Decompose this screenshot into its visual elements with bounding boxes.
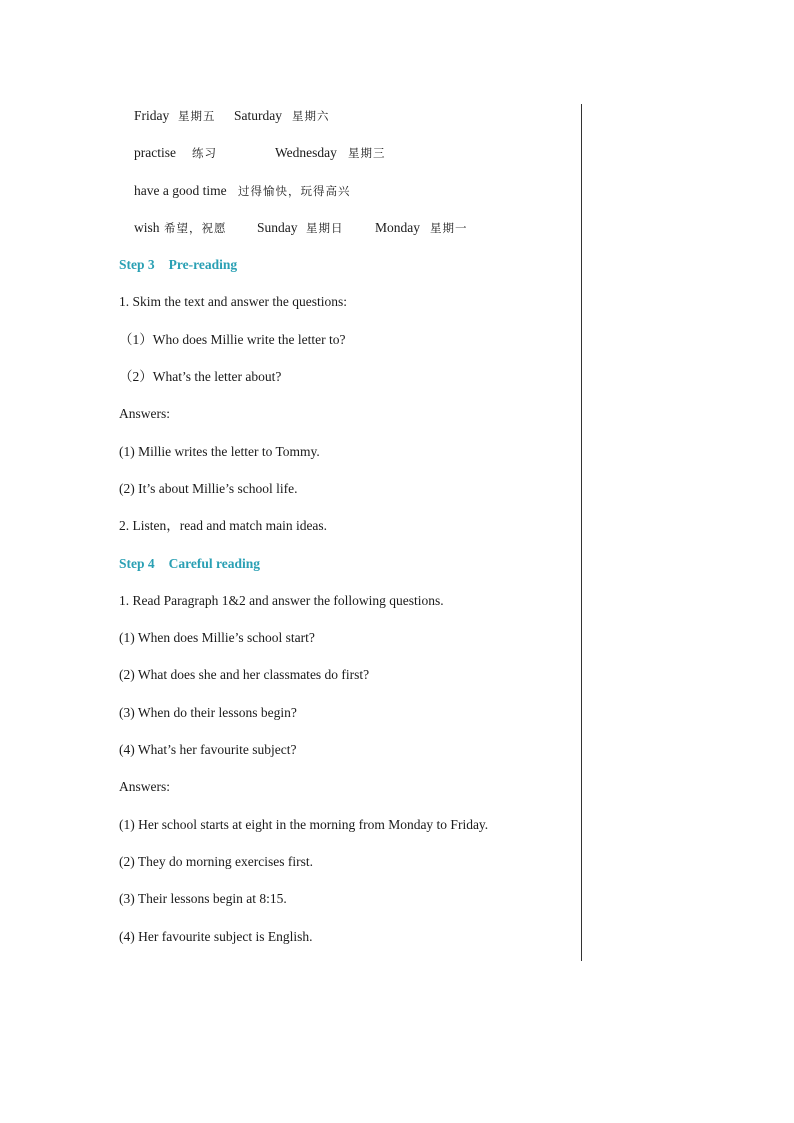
step-heading [119,552,569,589]
vocab-meaning: 练习 [192,146,217,161]
vocab-word: Monday [375,219,420,235]
question: （2）What’s the letter about? [119,369,282,385]
question: (4) What’s her favourite subject? [119,742,297,758]
answer: (3) Their lessons begin at 8:15. [119,891,287,907]
vocab-row [119,141,569,178]
question: (1) When does Millie’s school start? [119,630,315,646]
step-heading [119,253,569,290]
vocab-row [119,216,569,253]
vocab-meaning: 星期六 [292,109,330,123]
answer: (2) They do morning exercises first. [119,853,313,869]
column-divider [581,104,582,961]
step-title: Pre-reading [168,257,238,273]
task-instruction: 1. Read Paragraph 1&2 and answer the following questions. [119,592,444,608]
vocab-word: Sunday [257,219,298,235]
vocab-meaning: 过得愉快，玩得高兴 [238,183,351,198]
vocab-meaning: 星期一 [430,220,468,235]
answer: (2) It’s about Millie’s school life. [119,480,298,496]
question: （1）Who does Millie write the letter to? [119,331,346,347]
vocab-word: have a good time [134,182,227,198]
question: (3) When do their lessons begin? [119,704,297,720]
vocab-meaning: 星期三 [348,146,386,161]
vocab-word: wish [134,219,160,235]
answers-label: Answers: [119,779,170,795]
vocab-meaning: 星期五 [178,109,216,123]
vocab-row [119,179,569,216]
vocab-word: Friday [134,108,170,123]
vocab-meaning: 星期日 [306,220,344,235]
answer: (1) Her school starts at eight in the morning from Monday to Friday. [119,816,489,832]
step-label: Step 3 [119,257,155,273]
vocab-row [119,104,569,141]
answer: (1) Millie writes the letter to Tommy. [119,443,320,459]
answer: (4) Her favourite subject is English. [119,928,313,944]
vocab-word: practise [134,145,176,161]
vocab-word: Wednesday [275,145,337,161]
task-instruction: 1. Skim the text and answer the questions: [119,294,347,310]
vocab-word: Saturday [234,108,282,123]
step-title: Careful reading [168,555,261,571]
task-instruction: 2. Listen，read and match main ideas. [119,518,328,534]
vocab-meaning: 希望，祝愿 [164,220,227,235]
step-label: Step 4 [119,555,155,571]
lesson-content [119,104,569,962]
answers-label: Answers: [119,406,170,422]
question: (2) What does she and her classmates do first? [119,667,370,683]
